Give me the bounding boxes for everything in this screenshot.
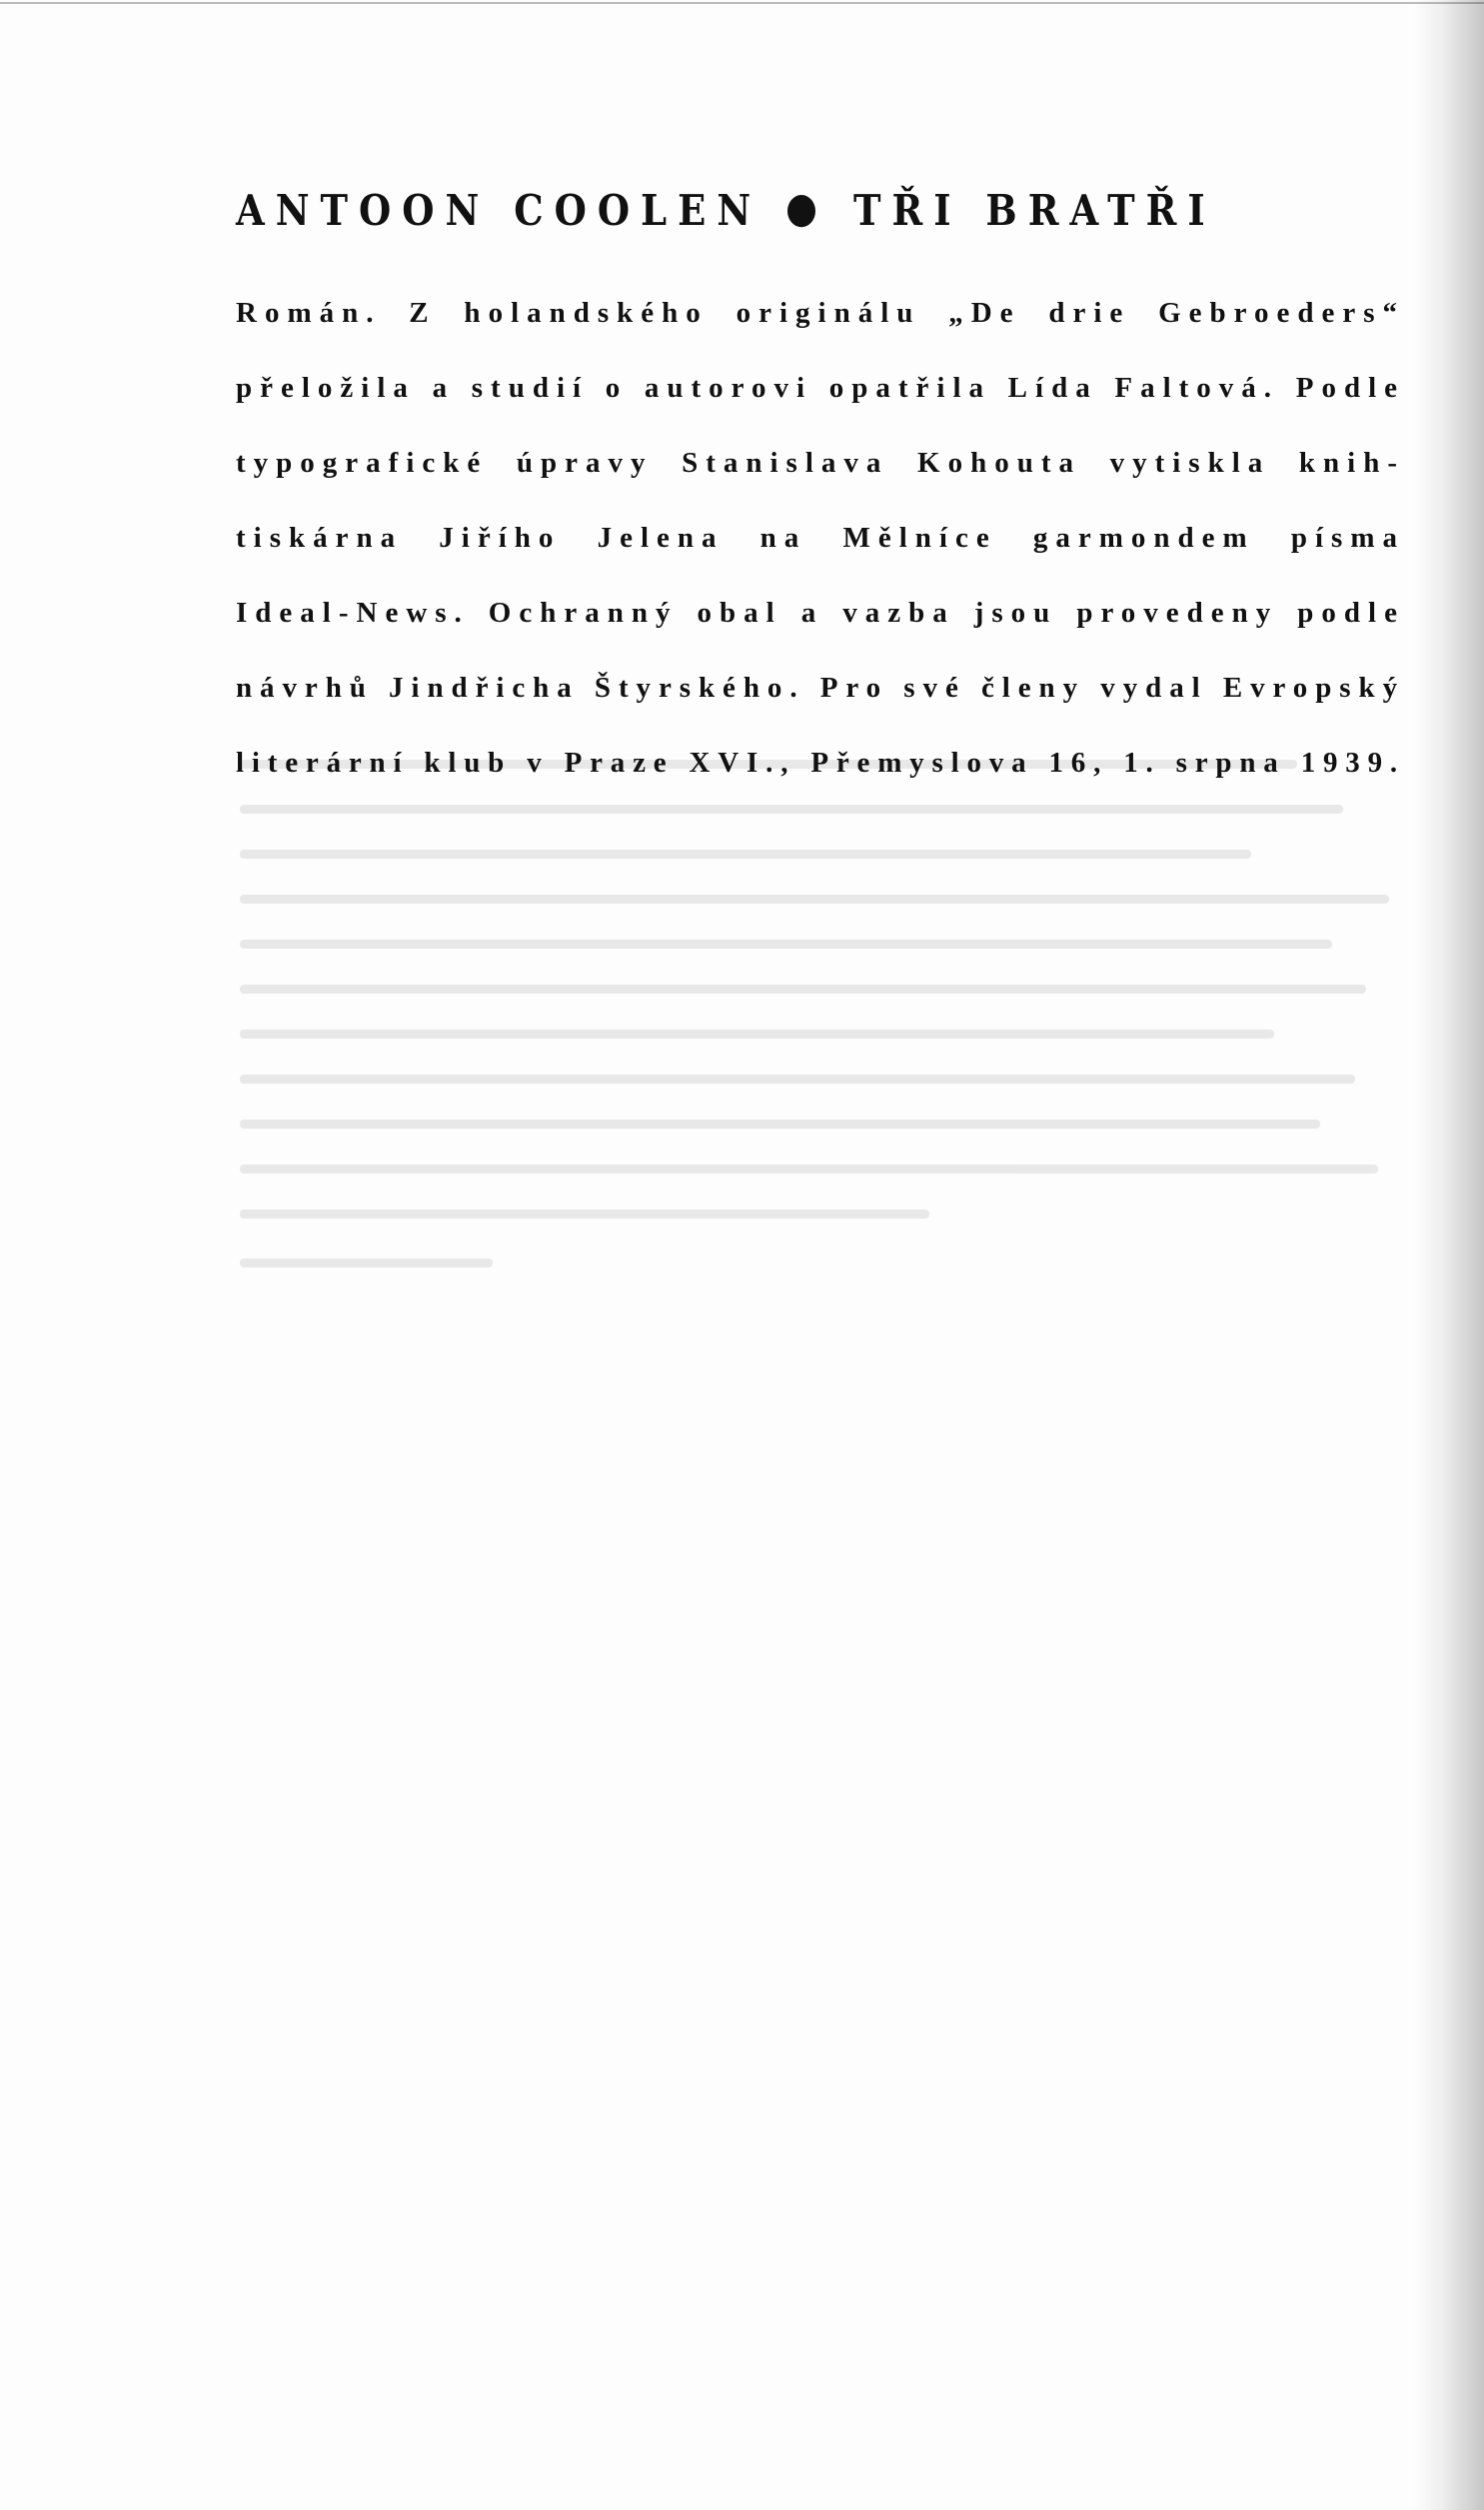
author-name: ANTOON COOLEN bbox=[236, 184, 762, 236]
colophon-line: tiskárna Jiřího Jelena na Mělníce garmondem písma bbox=[236, 522, 1405, 554]
book-heading bbox=[236, 176, 1405, 245]
colophon-line: Román. Z holandského originálu „De drie Gebroeders“ bbox=[236, 297, 1405, 329]
colophon-line: Ideal-News. Ochranný obal a vazba jsou provedeny podle bbox=[236, 597, 1405, 629]
page-spine-shadow bbox=[1414, 0, 1484, 2510]
colophon-text bbox=[236, 276, 1405, 801]
colophon-line: literární klub v Praze XVI., Přemyslova 16, 1. srpna 1939. bbox=[236, 747, 1405, 779]
colophon-line: typografické úpravy Stanislava Kohouta vytiskla knih- bbox=[236, 447, 1405, 479]
book-title: TŘI BRATŘI bbox=[852, 184, 1216, 236]
colophon-line: přeložila a studií o autorovi opatřila Lída Faltová. Podle bbox=[236, 372, 1405, 404]
page-top-edge bbox=[0, 2, 1484, 4]
reverse-side-bleed-through bbox=[240, 760, 1389, 1479]
bullet-separator-icon bbox=[787, 194, 815, 226]
colophon-line: návrhů Jindřicha Štyrského. Pro své členy vydal Evropský bbox=[236, 672, 1405, 704]
colophon bbox=[236, 180, 1405, 801]
